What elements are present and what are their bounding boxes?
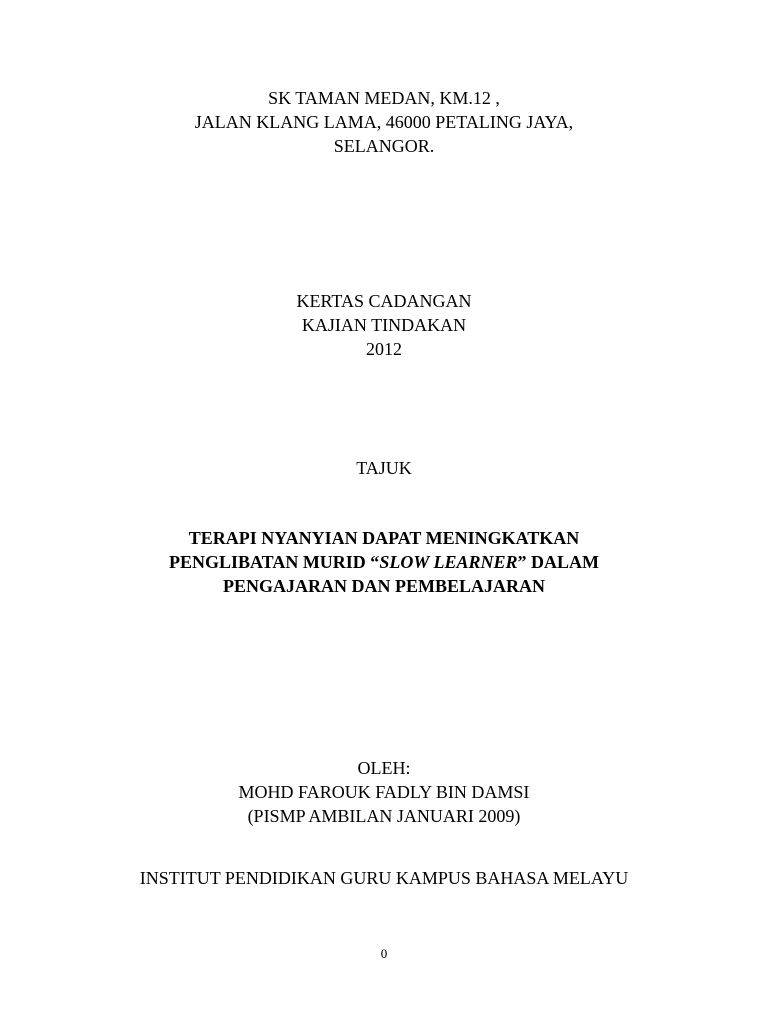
page-number: 0: [380, 946, 388, 961]
author-name: MOHD FAROUK FADLY BIN DAMSI: [238, 782, 530, 802]
document-title: [0, 526, 768, 598]
page-number-block: [0, 945, 768, 963]
proposal-study-line: KAJIAN TINDAKAN: [301, 315, 467, 335]
title-line-2-suffix: ” DALAM: [517, 552, 600, 572]
author-label: OLEH:: [357, 758, 411, 778]
school-state-line: SELANGOR.: [333, 136, 435, 156]
title-line-2: [0, 550, 768, 574]
institute-block: [0, 866, 768, 890]
title-line-3: PENGAJARAN DAN PEMBELAJARAN: [223, 576, 545, 596]
school-address: [0, 86, 768, 158]
school-street-line: JALAN KLANG LAMA, 46000 PETALING JAYA,: [194, 112, 574, 132]
author-cohort: (PISMP AMBILAN JANUARI 2009): [247, 806, 521, 826]
proposal-year: 2012: [366, 339, 402, 359]
author-block: [0, 756, 768, 828]
title-line-2-prefix: PENGLIBATAN MURID “: [168, 552, 380, 572]
tajuk-label: TAJUK: [356, 458, 412, 478]
title-line-1: TERAPI NYANYIAN DAPAT MENINGKATKAN: [188, 528, 580, 548]
institute-name: INSTITUT PENDIDIKAN GURU KAMPUS BAHASA MELAYU: [139, 868, 629, 888]
school-name-line: SK TAMAN MEDAN, KM.12 ,: [268, 88, 500, 108]
tajuk-label-block: [0, 456, 768, 480]
proposal-type-line: KERTAS CADANGAN: [296, 291, 472, 311]
title-line-2-italic: SLOW LEARNER: [379, 552, 518, 572]
proposal-heading: [0, 289, 768, 361]
